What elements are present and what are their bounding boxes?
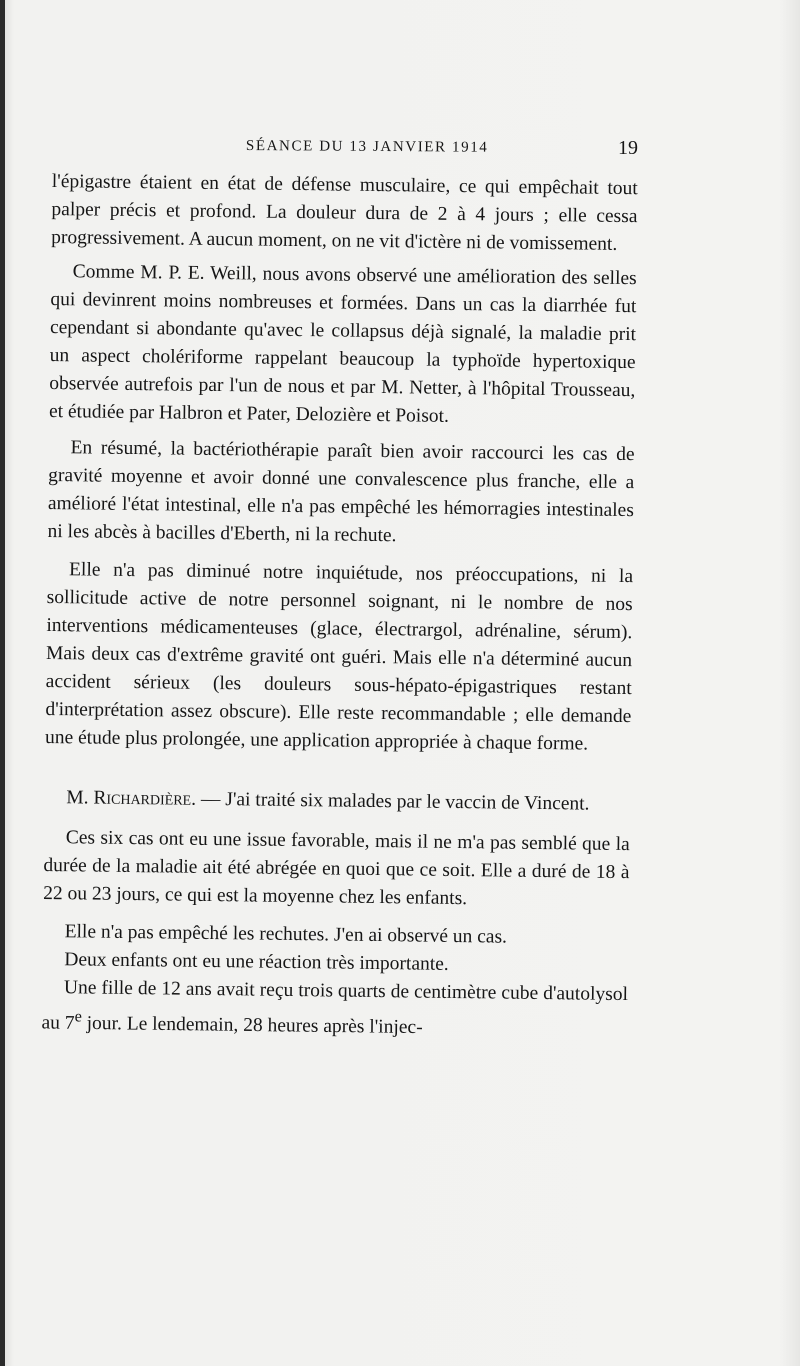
speaker-name: M. Richardière.: [66, 787, 197, 810]
running-head: SÉANCE DU 13 JANVIER 1914: [245, 138, 489, 156]
paragraph-7: Elle n'a pas empêché les rechutes. J'en ai observé un cas.: [64, 921, 508, 948]
paragraph-2: Comme M. P. E. Weill, nous avons observé une amélioration des selles qui devinrent moins nombreuses et formées. Dans un cas la diarrhée fut cependant si abondante qu'avec le collapsus déjà signalé, la maladie prit un aspect cholériforme rappelant beaucoup la typhoïde hypertoxique observée autrefois par l'un de nous et par M. Netter, à l'hôpital Trousseau, et étudiée par Halbron et Pater, Delozière et Poisot.: [48, 261, 637, 427]
ordinal-superscript: e: [74, 1007, 82, 1026]
paragraph-9-start: Une fille de 12 ans avait reçu trois quarts de centimètre cube d'autolysol au 7: [41, 977, 629, 1034]
paragraph-5: [44, 784, 630, 819]
paragraph-8: Deux enfants ont eu une réaction très importante.: [64, 949, 449, 975]
speaker-statement: — J'ai traité six malades par le vaccin de Vincent.: [195, 788, 590, 815]
paragraph-9: [41, 974, 628, 1045]
paragraph-6: Ces six cas ont eu une issue favorable, mais il ne m'a pas semblé que la durée de la maladie ait été abrégée en quoi que ce soit. Elle a duré de 18 à 22 ou 23 jours, ce qui est la moyenne chez les enfants.: [43, 827, 630, 910]
binding-edge: [0, 0, 5, 1366]
paragraph-9-end: jour. Le lendemain, 28 heures après l'injec-: [81, 1012, 423, 1039]
page-number: 19: [618, 137, 638, 159]
paragraph-4: Elle n'a pas diminué notre inquiétude, nos préoccupations, ni la sollicitude active de notre personnel soignant, ni le nombre de nos interventions médicamenteuses (glace, électrargol, adrénaline, sérum). Mais deux cas d'extrême gravité ont guéri. Mais elle n'a déterminé aucun accident sérieux (les douleurs sous-hépato-épigastriques restant d'interprétation assez obscure). Elle reste recommandable ; elle demande une étude plus prolongée, une application appropriée à chaque forme.: [44, 559, 634, 755]
paragraph-3: En résumé, la bactériothérapie paraît bien avoir raccourci les cas de gravité moyenne et avoir donné une convalescence plus franche, elle a amélioré l'état intestinal, elle n'a pas empêché les hémorragies intestinales ni les abcès à bacilles d'Eberth, ni la rechute.: [47, 437, 635, 547]
body-text: [41, 168, 638, 1045]
paragraph-1: l'épigastre étaient en état de défense musculaire, ce qui empêchait tout palper précis et profond. La douleur dura de 2 à 4 jours ; elle cessa progressivement. A aucun moment, on ne vit d'ictère ni de vomissement.: [51, 170, 638, 255]
